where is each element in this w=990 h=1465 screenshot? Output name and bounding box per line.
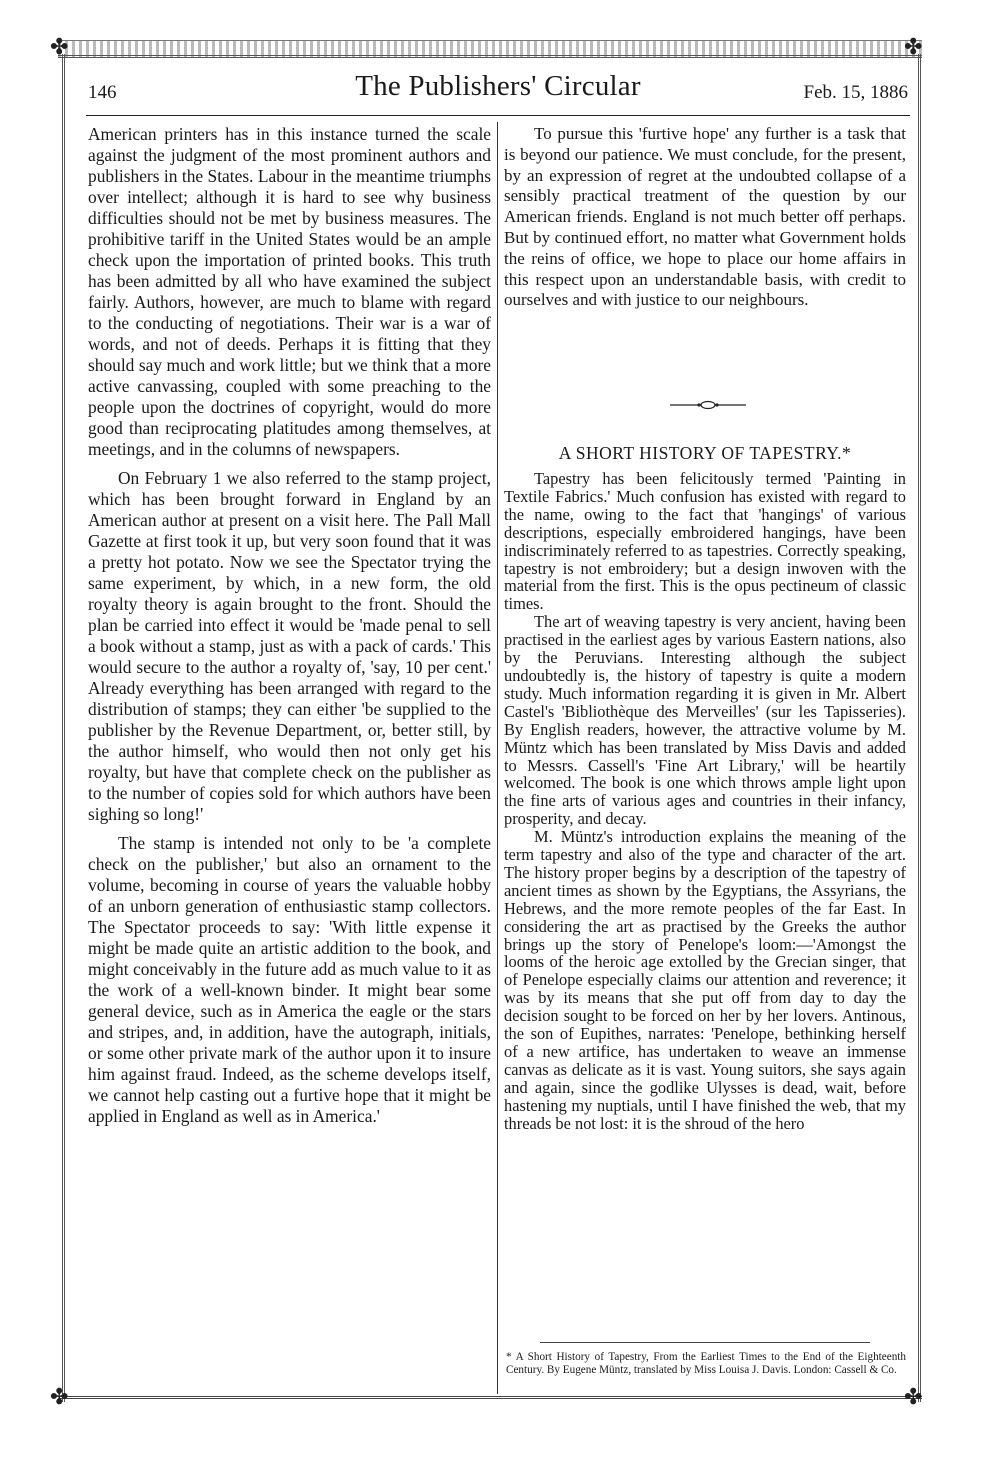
paragraph: The stamp is intended not only to be 'a complete check on the publisher,' but also an ornament to the volume, becoming in course of years the valuable hobby of an unborn generation of enthusiastic stamp collectors. The Spectator proceeds to say: 'With little expense it might be made quite an artistic addition to the book, and might conceivably in the future add as much value to it as the work of a well-known binder. It might bear some general device, such as in America the eagle or the stars and stripes, and, in addition, have the autograph, initials, or some other private mark of the author upon it to insure him against fraud. Indeed, as the scheme develops itself, we cannot help casting out a furtive hope that it might be applied in England as well as in America.' — [88, 833, 491, 1126]
column-divider — [497, 122, 498, 1394]
article-title: A SHORT HISTORY OF TAPESTRY.* — [558, 443, 852, 463]
section-divider-ornament-icon — [668, 398, 748, 412]
footnote-rule — [540, 1342, 870, 1343]
journal-title: The Publishers' Circular — [355, 70, 641, 102]
corner-ornament-icon: ✤ — [904, 34, 923, 59]
corner-ornament-icon: ✤ — [50, 1384, 69, 1409]
article-body — [504, 470, 906, 1133]
paragraph: On February 1 we also referred to the stamp project, which has been brought forward in England by an American author at present on a visit here. The Pall Mall Gazette at first took it up, but very soon found that it was a pretty hot potato. Now we see the Spectator trying the same experiment, by which, in a new form, the old royalty theory is again brought to the front. Should the plan be carried into effect it would be 'made penal to sell a book without a stamp, just as with a pack of cards.' This would secure to the author a royalty of, 'say, 10 per cent.' Already everything has been arranged with regard to the distribution of stamps; they can either 'be supplied to the publisher by the Revenue Department, or, better still, by the author himself, who would then not only get his royalty, but have that complete check on the publisher as to the number of copies sold for which authors have been sighing so long!' — [88, 468, 491, 824]
running-header — [88, 70, 908, 116]
paragraph: American printers has in this instance turned the scale against the judgment of the most prominent authors and publishers in the States. Labour in the meantime triumphs over intellect; although it is hard to see why business difficulties should not be met by business measures. The prohibitive tariff in the United States would be an ample check upon the importation of printed books. This truth has been admitted by all who have examined the subject fairly. Authors, however, are much to blame with regard to the conducting of negotiations. Their war is a war of words, and not of deeds. Perhaps it is fitting that they should say much and work little; but we think that a more active canvassing, coupled with some preaching to the people upon the doctrines of copyright, would do more good than reciprocating platitudes among themselves, at meetings, and in the columns of newspapers. — [88, 124, 491, 459]
page-number: 146 — [88, 82, 117, 103]
right-column-intro — [504, 124, 906, 311]
header-rule — [86, 115, 910, 116]
footnote: * A Short History of Tapestry, From the Earliest Times to the End of the Eighteenth Century. By Eugene Müntz, translated by Miss Louisa J. Davis. London: Cassell & Co. — [506, 1351, 906, 1376]
ornamental-top-border — [58, 40, 922, 58]
paragraph: The art of weaving tapestry is very ancient, having been practised in the earliest ages by various Eastern nations, also by the Peruvians. Interesting although the subject undoubtedly is, the history of tapestry is quite a modern study. Much information regarding it is given in Mr. Albert Castel's 'Bibliothèque des Merveilles' (sur les Tapisseries). By English readers, however, the attractive volume by M. Müntz which has been translated by Miss Davis and added to Messrs. Cassell's 'Fine Art Library,' will be heartily welcomed. The book is one which throws ample light upon the fine arts of various ages and countries in their infancy, prosperity, and decay. — [504, 612, 906, 829]
paragraph: To pursue this 'furtive hope' any further is a task that is beyond our patience. We must conclude, for the present, by an expression of regret at the undoubted collapse of a sensibly practical treatment of the question by our American friends. England is not much better off perhaps. But by continued effort, no matter what Government holds the reins of office, we hope to place our home affairs in this respect upon an understandable basis, with credit to ourselves and with justice to our neighbours. — [504, 124, 906, 310]
corner-ornament-icon: ✤ — [50, 34, 69, 59]
paragraph: Tapestry has been felicitously termed 'Painting in Textile Fabrics.' Much confusion has existed with regard to the name, owing to the fact that 'hangings' of various descriptions, especially embroidered hangings, have been indiscriminately referred to as tapestries. Correctly speaking, tapestry is not embroidery; but a design inwoven with the material from the first. This is the opus pectineum of classic times. — [504, 469, 906, 614]
left-page-rule — [62, 54, 65, 1402]
paragraph: M. Müntz's introduction explains the meaning of the term tapestry and also of the type and character of the art. The history proper begins by a description of the tapestry of ancient times as shown by the Egyptians, the Assyrians, the Hebrews, and the more remote peoples of the far East. In considering the art as practised by the Greeks the author brings up the story of Penelope's loom:—'Amongst the looms of the heroic age extolled by the Grecian singer, that of Penelope especially claims our attention and reverence; it was by its means that she put off from day to day the decision sought to be forced on her by her lovers. Antinous, the son of Eupithes, narrates: 'Penelope, bethinking herself of a new artifice, has undertaken to weave an immense canvas as delicate as it is vast. Young suitors, she says again and again, since the godlike Ulysses is dead, wait, before hastening my nuptials, until I have finished the web, that my threads be not lost: it is the shroud of the hero — [504, 827, 906, 1133]
corner-ornament-icon: ✤ — [904, 1384, 923, 1409]
ornamental-bottom-border — [58, 1396, 922, 1409]
issue-date: Feb. 15, 1886 — [803, 82, 908, 103]
left-column — [88, 124, 491, 1127]
right-page-rule — [918, 54, 921, 1402]
